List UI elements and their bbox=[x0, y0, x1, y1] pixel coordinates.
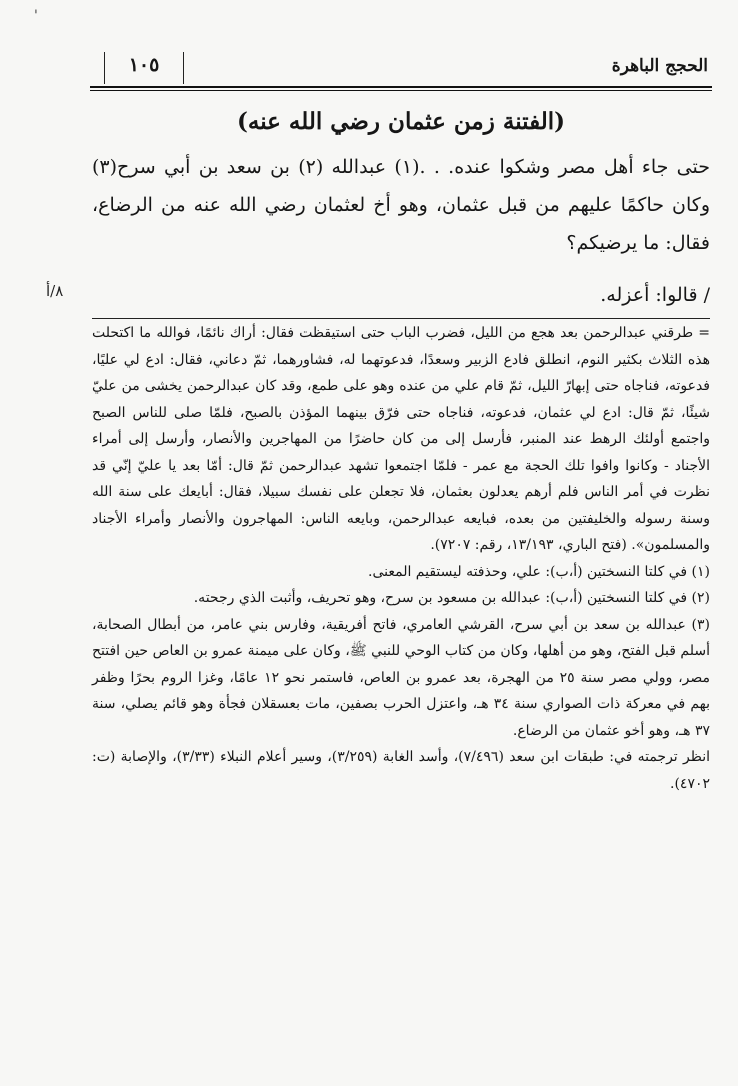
page-header bbox=[90, 50, 712, 88]
margin-folio-ref: ٨/أ bbox=[46, 282, 64, 300]
footnote-continuation-text: = طرقني عبدالرحمن بعد هجع من الليل، فضرب الباب حتى استيقظت فقال: أراك نائمًا، فوالله ما اكتحلت هذه الثلاث بكثير النوم، انطلق فادع الزبير وسعدًا، فدعوتهما له، فشاورهما، ثمّ دعاني، فقال: ادع لي عليًا، فدعوته، فناجاه حتى إبهارّ الليل، ثمّ قام علي من عنده وهو على طمع، وقد كان عبدالرحمن يخشى من عليّ شيئًا، ثمّ قال: ادع لي عثمان، فدعوته، فناجاه حتى فرّق بينهما المؤذن بالصبح، فلمّا صلى للناس الصبح واجتمع أولئك الرهط عند المنبر، فأرسل إلى من كان حاضرًا من المهاجرين والأنصار، وأرسل إلى أمراء الأجناد - وكانوا وافوا تلك الحجة مع عمر - فلمّا اجتمعوا تشهد عبدالرحمن ثمّ قال: أمّا بعد يا عليّ إنّي قد نظرت في أمر الناس فلم أرهم يعدلون بعثمان، فلا تجعلن على نفسك سبيلا، فقال: أبايعك على سنة الله وسنة رسوله والخليفتين من بعده، فبايعه عبدالرحمن، وبايعه الناس: المهاجرون والأنصار وأمراء الأجناد والمسلمون». (فتح الباري، ١٣/١٩٣، رقم: ٧٢٠٧). bbox=[92, 325, 710, 553]
book-title: الحجج الباهرة bbox=[611, 56, 708, 76]
footnote-1: (١) في كلتا النسختين (أ،ب): علي، وحذفته ليستقيم المعنى. bbox=[368, 563, 710, 580]
page-number: ١٠٥ bbox=[128, 54, 160, 76]
main-last-line: / قالوا: أعزله. bbox=[600, 284, 710, 306]
footnote-separator bbox=[92, 318, 710, 319]
footnote-3: (٣) عبدالله بن سعد بن أبي سرح، القرشي العامري، فاتح أفريقية، وفارس بني عامر، من أبطال الصحابة، أسلم قبل الفتح، وهو من أهلها، وكان من كتاب الوحي للنبي ﷺ، وكان على ميمنة عمرو بن العاص حين افتتح مصر، وولي مصر سنة ٢٥ من الهجرة، بعد عمرو بن العاص، فاستمر نحو ١٢ عامًا، وغزا الروم بحرًا وظفر بهم في معركة ذات الصواري سنة ٣٤ هـ، واعتزل الحرب بصفين، مات بعسقلان فجأة وهو قائم يصلي، سنة ٣٧ هـ، وهو أخو عثمان من الرضاع. bbox=[92, 616, 711, 739]
corner-mark: ' bbox=[34, 8, 38, 24]
footnote-3-sources: انظر ترجمته في: طبقات ابن سعد (٧/٤٩٦)، وأسد الغابة (٣/٢٥٩)، وسير أعلام النبلاء (٣/٣٣)، والإصابة (ت: ٤٧٠٢). bbox=[92, 749, 710, 792]
header-rule-thin bbox=[90, 90, 712, 91]
footnotes bbox=[92, 320, 710, 797]
footnote-2: (٢) في كلتا النسختين (أ،ب): عبدالله بن مسعود بن سرح، وهو تحريف، وأثبت الذي رجحته. bbox=[193, 590, 710, 606]
main-text bbox=[92, 148, 710, 262]
chapter-title: (الفتنة زمن عثمان رضي الله عنه) bbox=[237, 108, 565, 135]
page-number-bracket-right bbox=[183, 52, 184, 84]
header-rule bbox=[90, 86, 712, 88]
footnote-continuation bbox=[92, 320, 710, 559]
main-paragraph: حتى جاء أهل مصر وشكوا عنده. . .(١) عبدالله (٢) بن سعد بن أبي سرح(٣) وكان حاكمًا عليهم من قبل عثمان، وهو أخ لعثمان رضي الله عنه من الرضاع، فقال: ما يرضيكم؟ bbox=[92, 156, 710, 254]
page-number-box bbox=[104, 50, 184, 84]
